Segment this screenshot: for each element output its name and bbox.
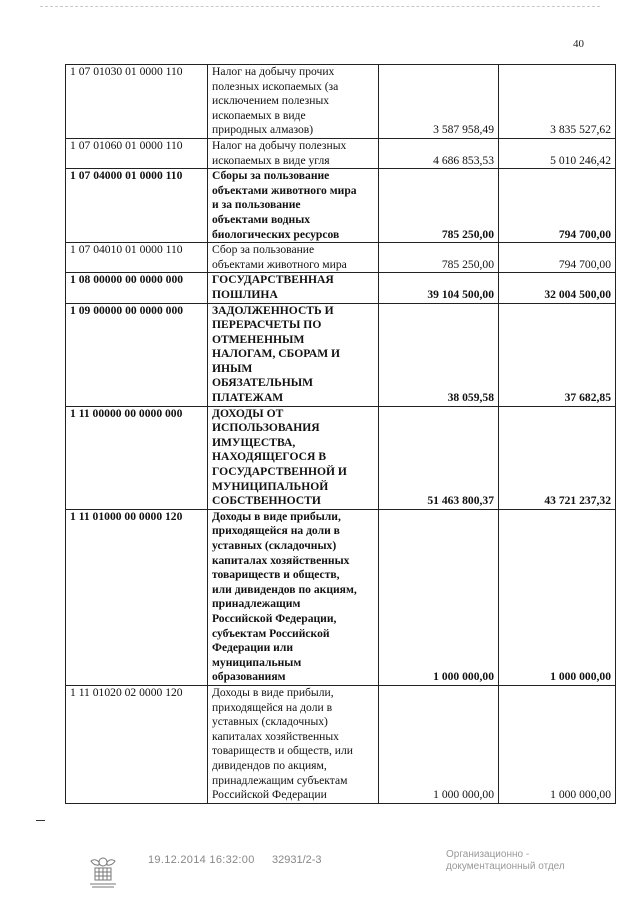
income-name-line: уставных (складочных)	[212, 715, 328, 729]
table-row	[66, 243, 616, 273]
income-name-line: МУНИЦИПАЛЬНОЙ	[212, 479, 329, 493]
department-line: Организационно -	[446, 849, 530, 860]
footer-datetime: 19.12.2014 16:32:00	[148, 854, 255, 866]
income-name-line: образованиям	[212, 670, 286, 684]
income-name-line: товариществ и обществ, или	[212, 744, 353, 758]
income-name-line: объектами животного мира	[212, 183, 357, 197]
income-name-cell	[208, 685, 379, 803]
amount-2015-cell: 785 250,00	[379, 169, 499, 243]
budget-code-cell: 1 11 01000 00 0000 120	[66, 509, 208, 685]
table-row	[66, 138, 616, 168]
budget-code-cell: 1 11 01020 02 0000 120	[66, 685, 208, 803]
table-row	[66, 303, 616, 406]
income-name-line: муниципальным	[212, 655, 302, 669]
income-name-cell	[208, 243, 379, 273]
table-row	[66, 169, 616, 243]
income-name-cell	[208, 169, 379, 243]
amount-2016-cell: 1 000 000,00	[499, 509, 616, 685]
income-name-line: Налог на добычу прочих	[212, 65, 335, 78]
amount-2016-cell: 37 682,85	[499, 303, 616, 406]
income-name-line: ПОШЛИНА	[212, 287, 278, 301]
income-name-line: исключением полезных	[212, 94, 330, 108]
income-name-line: Налог на добычу полезных	[212, 138, 347, 152]
income-name-line: Доходы в виде прибыли,	[212, 509, 341, 523]
amount-2015-cell: 1 000 000,00	[379, 509, 499, 685]
income-name-line: объектами животного мира	[212, 257, 347, 271]
income-name-line: капиталах хозяйственных	[212, 553, 350, 567]
budget-code-cell: 1 11 00000 00 0000 000	[66, 406, 208, 509]
income-name-line: ЗАДОЛЖЕННОСТЬ И	[212, 303, 334, 317]
income-name-line: Федерации или	[212, 641, 294, 655]
income-name-line: и за пользование	[212, 198, 301, 212]
budget-code-cell: 1 07 01060 01 0000 110	[66, 138, 208, 168]
income-name-line: принадлежащим	[212, 597, 301, 611]
amount-2015-cell: 38 059,58	[379, 303, 499, 406]
amount-2016-cell: 5 010 246,42	[499, 138, 616, 168]
amount-2015-cell: 1 000 000,00	[379, 685, 499, 803]
department-line: документационный отдел	[446, 861, 565, 872]
budget-code-cell: 1 07 04010 01 0000 110	[66, 243, 208, 273]
income-name-line: объектами водных	[212, 212, 311, 226]
crest-stamp-icon	[86, 852, 120, 895]
income-name-line: капиталах хозяйственных	[212, 729, 339, 743]
income-name-line: товариществ и обществ,	[212, 568, 340, 582]
income-name-line: СОБСТВЕННОСТИ	[212, 494, 321, 508]
income-name-line: Доходы в виде прибыли,	[212, 685, 334, 699]
income-name-line: ископаемых в виде	[212, 108, 306, 122]
income-name-cell	[208, 65, 379, 139]
revenue-table	[65, 64, 616, 804]
amount-2016-cell: 1 000 000,00	[499, 685, 616, 803]
income-name-line: ОТМЕНЕННЫМ	[212, 332, 305, 346]
income-name-line: ГОСУДАРСТВЕННОЙ И	[212, 465, 347, 479]
income-name-line: Российской Федерации,	[212, 611, 337, 625]
amount-2015-cell: 39 104 500,00	[379, 273, 499, 303]
income-name-line: полезных ископаемых (за	[212, 79, 339, 93]
income-name-cell	[208, 303, 379, 406]
table-row	[66, 273, 616, 303]
income-name-line: природных алмазов)	[212, 123, 314, 137]
income-name-line: уставных (складочных)	[212, 539, 337, 552]
table-row	[66, 406, 616, 509]
income-name-line: ИНЫМ	[212, 361, 253, 375]
table-row	[66, 509, 616, 685]
income-name-line: НАХОДЯЩЕГОСЯ В	[212, 450, 327, 464]
income-name-line: ГОСУДАРСТВЕННАЯ	[212, 273, 334, 287]
table-row	[66, 685, 616, 803]
amount-2016-cell: 794 700,00	[499, 169, 616, 243]
income-name-line: приходящейся на доли в	[212, 524, 340, 538]
income-name-line: ДОХОДЫ ОТ	[212, 406, 284, 420]
income-name-line: приходящейся на доли в	[212, 700, 333, 714]
income-name-cell	[208, 509, 379, 685]
footer-doc-number: 32931/2-3	[272, 854, 322, 866]
amount-2015-cell: 51 463 800,37	[379, 406, 499, 509]
income-name-line: ПЕРЕРАСЧЕТЫ ПО	[212, 318, 322, 332]
amount-2016-cell: 32 004 500,00	[499, 273, 616, 303]
income-name-line: ИСПОЛЬЗОВАНИЯ	[212, 421, 320, 435]
income-name-line: Российской Федерации	[212, 788, 327, 802]
amount-2015-cell: 3 587 958,49	[379, 65, 499, 139]
income-name-cell	[208, 138, 379, 168]
budget-code-cell: 1 07 04000 01 0000 110	[66, 169, 208, 243]
amount-2015-cell: 785 250,00	[379, 243, 499, 273]
revenue-table-body	[66, 65, 616, 804]
income-name-line: дивидендов по акциям,	[212, 758, 327, 772]
scan-top-edge	[40, 6, 600, 7]
income-name-line: или дивидендов по акциям,	[212, 582, 357, 596]
income-name-cell	[208, 273, 379, 303]
income-name-line: ОБЯЗАТЕЛЬНЫМ	[212, 376, 314, 390]
income-name-line: субъектам Российской	[212, 626, 330, 640]
page-number: 40	[573, 38, 584, 50]
amount-2015-cell: 4 686 853,53	[379, 138, 499, 168]
amount-2016-cell: 43 721 237,32	[499, 406, 616, 509]
amount-2016-cell: 3 835 527,62	[499, 65, 616, 139]
budget-code-cell: 1 08 00000 00 0000 000	[66, 273, 208, 303]
income-name-cell	[208, 406, 379, 509]
income-name-line: ИМУЩЕСТВА,	[212, 435, 296, 449]
income-name-line: НАЛОГАМ, СБОРАМ И	[212, 347, 341, 361]
income-name-line: Сборы за пользование	[212, 169, 330, 183]
income-name-line: ископаемых в виде угля	[212, 153, 330, 167]
amount-2016-cell: 794 700,00	[499, 243, 616, 273]
income-name-line: принадлежащим субъектам	[212, 773, 348, 787]
budget-code-cell: 1 07 01030 01 0000 110	[66, 65, 208, 139]
income-name-line: ПЛАТЕЖАМ	[212, 391, 284, 405]
income-name-line: биологических ресурсов	[212, 227, 340, 241]
table-row	[66, 65, 616, 139]
budget-code-cell: 1 09 00000 00 0000 000	[66, 303, 208, 406]
margin-mark	[36, 820, 45, 821]
footer-department	[446, 849, 565, 873]
income-name-line: Сбор за пользование	[212, 243, 315, 257]
